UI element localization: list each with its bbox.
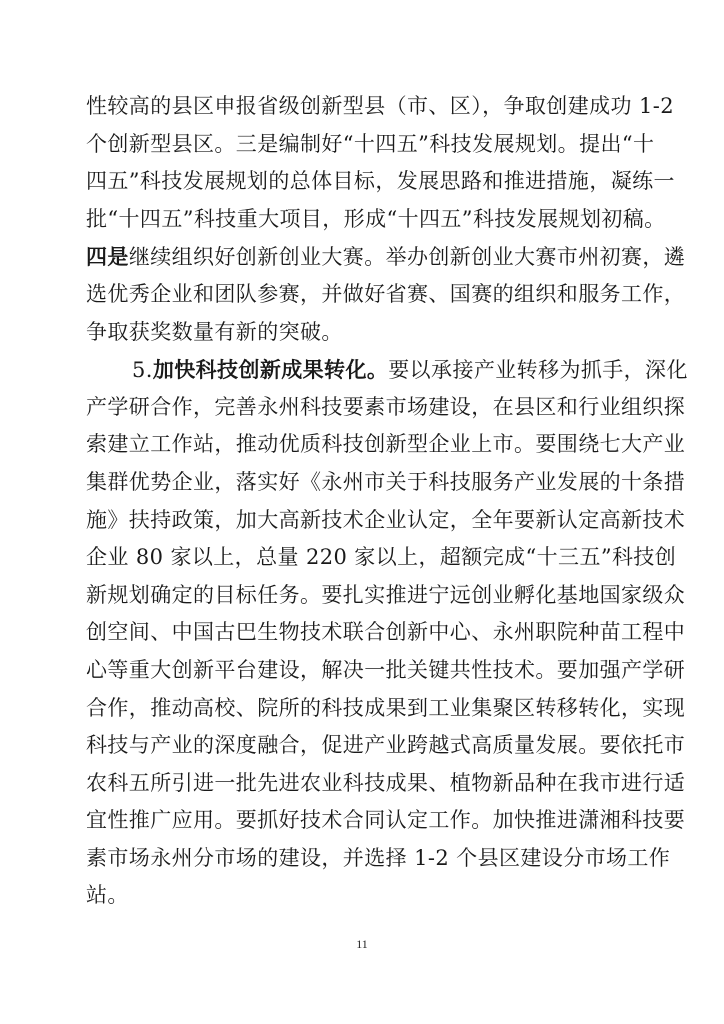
text-line <box>86 276 686 314</box>
text-segment: 批“十四五”科技重大项目，形成“十四五”科技发展规划初稿。 <box>86 206 666 231</box>
page-number: 11 <box>356 937 368 951</box>
text-line <box>86 765 686 803</box>
text-segment: 争取获奖数量有新的突破。 <box>86 319 343 344</box>
text-line <box>86 389 686 427</box>
text-line <box>86 877 646 915</box>
text-segment: 科技与产业的深度融合，促进产业跨越式高质量发展。要依托市 <box>86 733 686 758</box>
text-segment: 心等重大创新平台建设，解决一批关键共性技术。要加强产学研 <box>86 657 686 682</box>
text-line <box>86 577 686 615</box>
text-line <box>86 502 686 540</box>
text-segment: 新规划确定的目标任务。要扎实推进宁远创业孵化基地国家级众 <box>86 582 686 607</box>
text-line <box>86 314 646 352</box>
body-text <box>86 88 688 915</box>
text-segment: 施》扶持政策，加大高新技术企业认定，全年要新认定高新技术 <box>86 507 686 532</box>
text-segment: 个创新型县区。三是编制好“十四五”科技发展规划。提出“十 <box>86 131 655 156</box>
text-segment: 合作，推动高校、院所的科技成果到工业集聚区转移转化，实现 <box>86 695 686 720</box>
text-line <box>86 690 686 728</box>
text-line <box>86 539 677 577</box>
text-line <box>86 614 686 652</box>
text-segment: 索建立工作站，推动优质科技创新型企业上市。要围绕七大产业 <box>86 432 686 457</box>
bold-text-segment: 加快科技创新成果转化。 <box>152 357 389 383</box>
bold-text-segment: 四是 <box>86 244 129 270</box>
text-line <box>86 126 655 164</box>
text-segment: 农科五所引进一批先进农业科技成果、植物新品种在我市进行适 <box>86 770 686 795</box>
text-segment: 要以承接产业转移为抓手，深化 <box>388 358 688 383</box>
text-segment: 创空间、中国古巴生物技术联合创新中心、永州职院种苗工程中 <box>86 620 686 645</box>
text-segment: 选优秀企业和团队参赛，并做好省赛、国赛的组织和服务工作， <box>86 281 686 306</box>
text-line <box>86 464 686 502</box>
text-line <box>86 727 686 765</box>
text-segment: 性较高的县区申报省级创新型县（市、区），争取创建成功 1-2 <box>86 94 674 118</box>
text-line <box>86 652 686 690</box>
text-segment: 继续组织好创新创业大赛。举办创新创业大赛市州初赛，遴 <box>128 245 686 270</box>
text-segment: 四五”科技发展规划的总体目标，发展思路和推进措施，凝练一 <box>86 169 675 194</box>
text-line <box>86 351 688 389</box>
text-line <box>86 426 686 464</box>
text-line <box>86 88 674 126</box>
text-line <box>86 238 686 276</box>
text-segment: 集群优势企业，落实好《永州市关于科技服务产业发展的十条措 <box>86 469 686 494</box>
text-line <box>86 163 675 201</box>
text-line <box>86 802 686 840</box>
text-line <box>86 201 666 239</box>
text-line <box>86 840 671 878</box>
text-segment: 企业 80 家以上，总量 220 家以上，超额完成“十三五”科技创 <box>86 545 677 570</box>
text-segment: 宜性推广应用。要抓好技术合同认定工作。加快推进潇湘科技要 <box>86 808 686 833</box>
text-segment: 产学研合作，完善永州科技要素市场建设，在县区和行业组织探 <box>86 394 686 419</box>
text-segment: 5. <box>132 358 153 383</box>
text-segment: 素市场永州分市场的建设，并选择 1-2 个县区建设分市场工作 <box>86 845 671 870</box>
text-segment: 站。 <box>86 883 129 908</box>
